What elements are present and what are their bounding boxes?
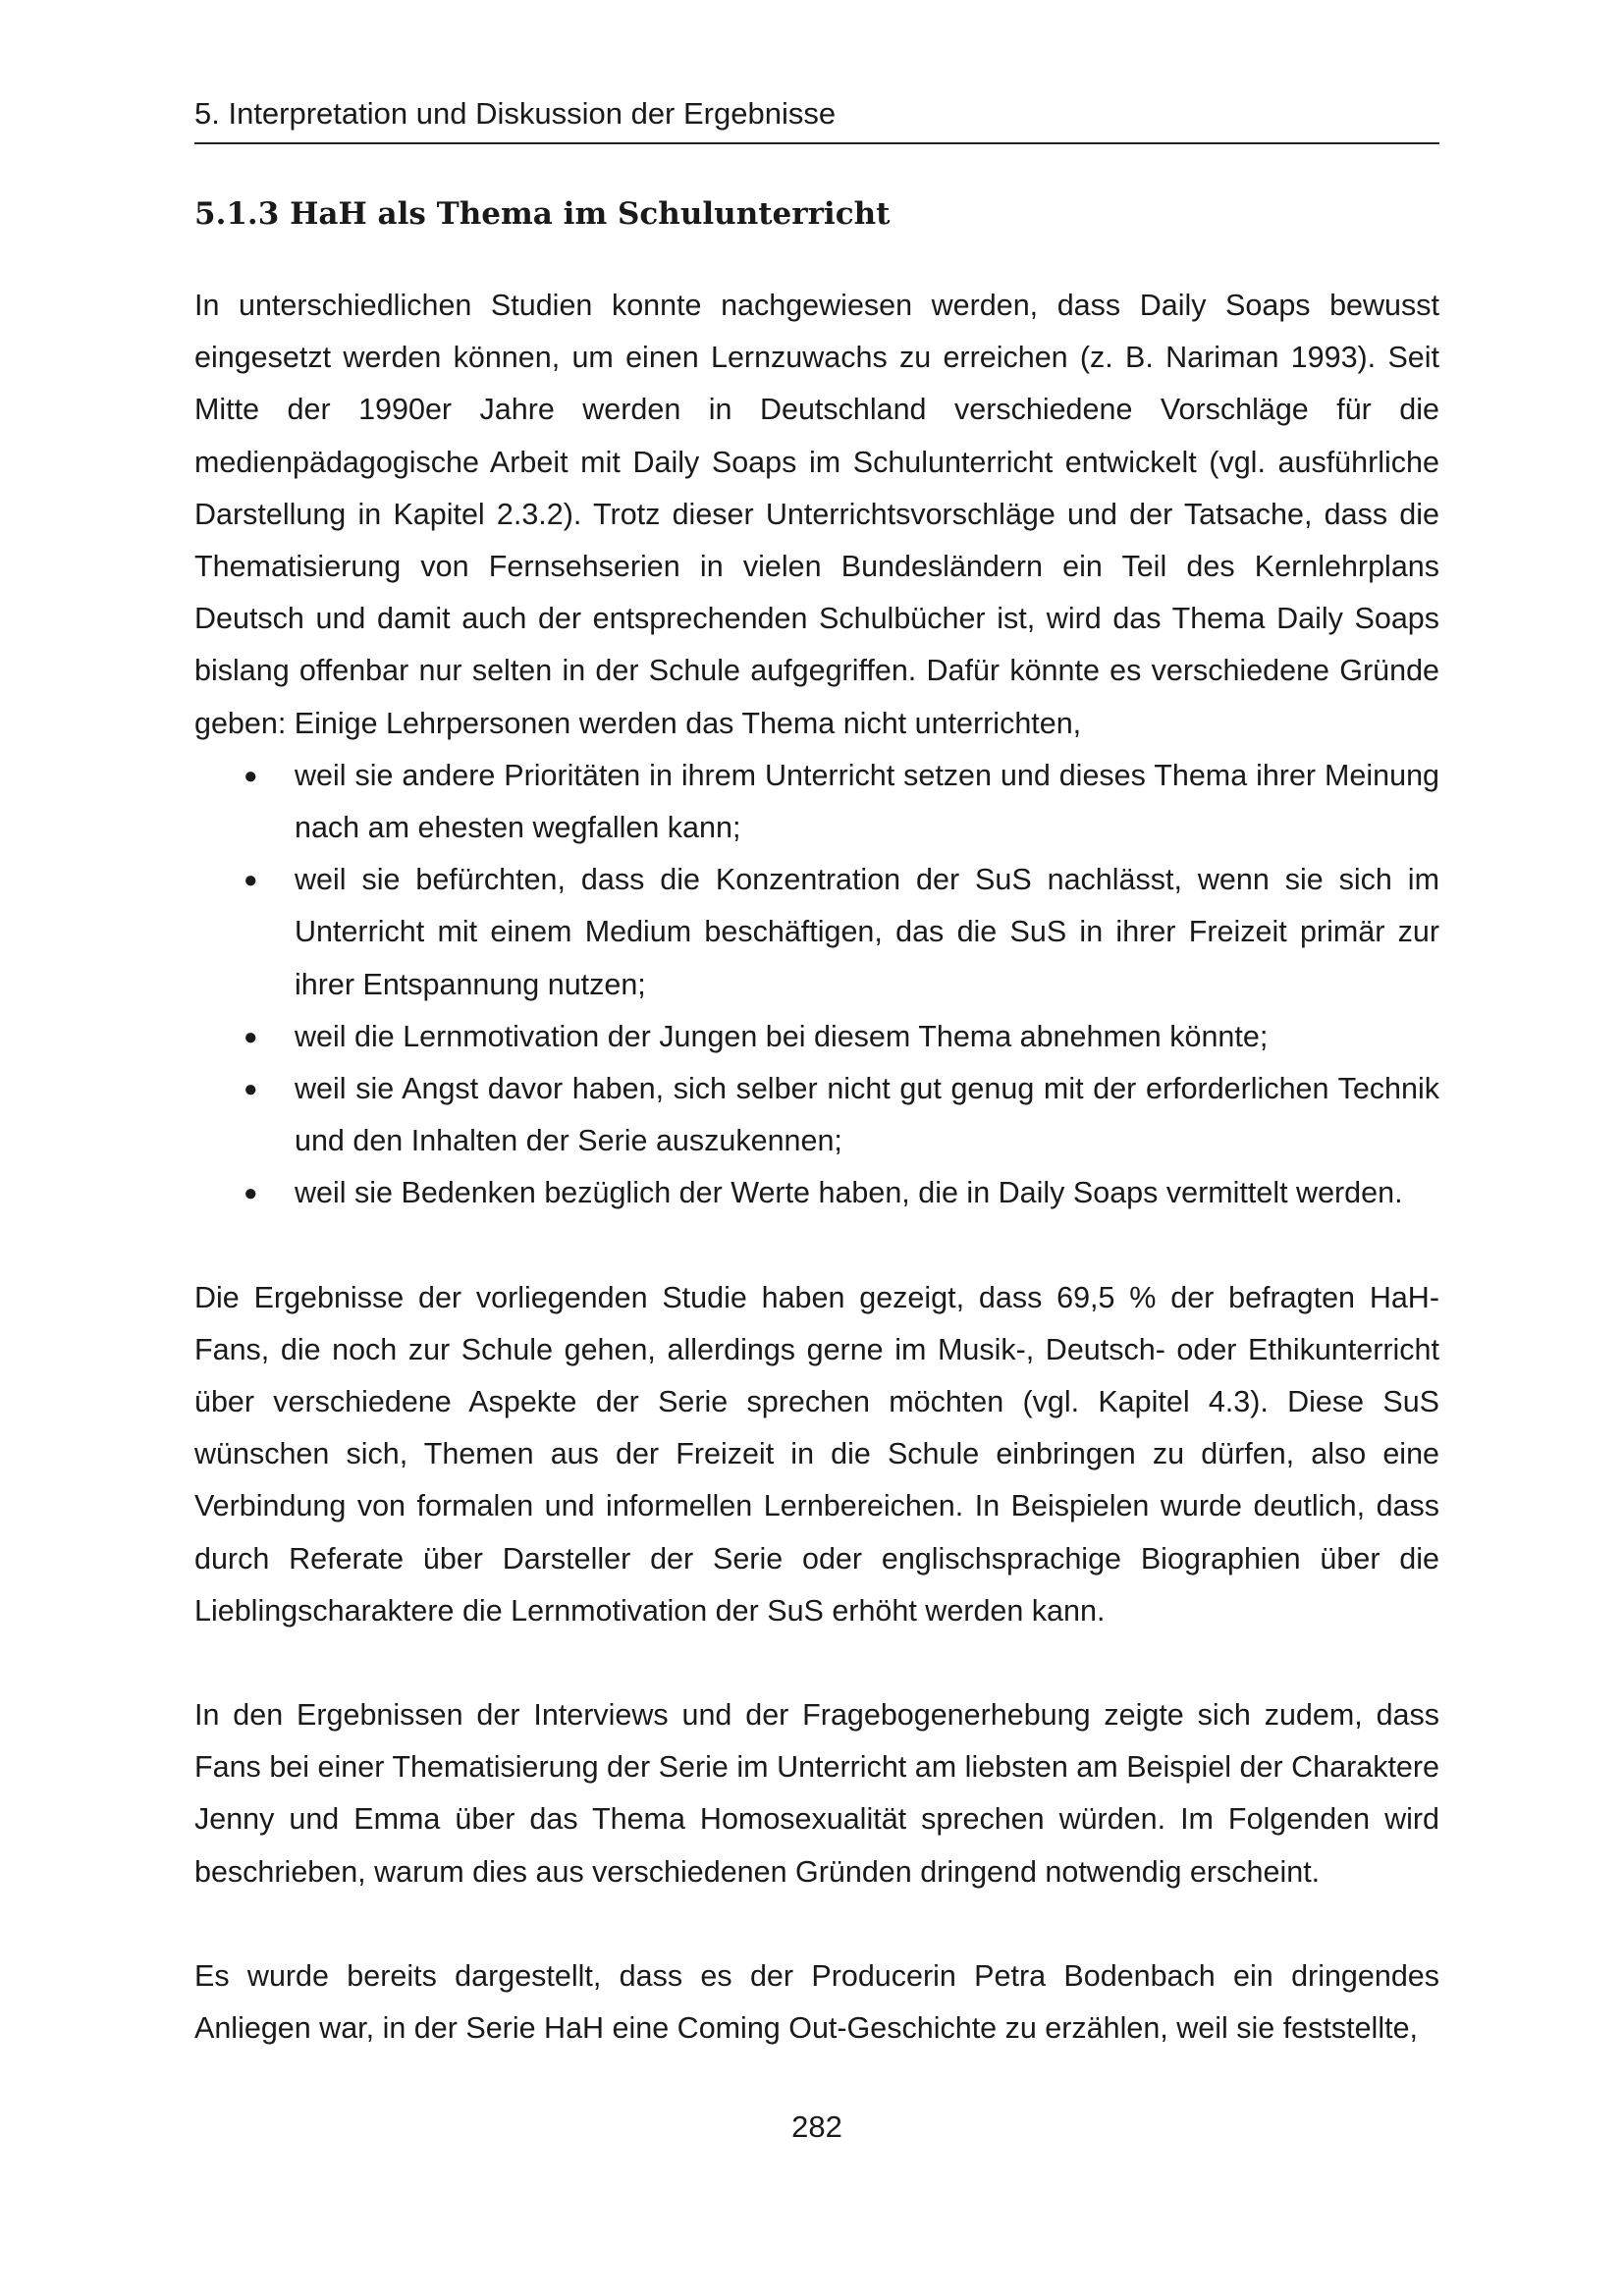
reasons-list [194,750,1439,1220]
list-item [194,1011,1439,1063]
document-page [194,0,1439,2296]
bullet-icon: ● [244,1023,258,1050]
list-item-text: weil sie andere Prioritäten in ihrem Unterricht setzen und dieses Thema ihrer Meinung nach am ehesten wegfallen kann; [295,758,1439,845]
list-item-text: weil sie Angst davor haben, sich selber nicht gut genug mit der erforderlichen Technik und den Inhalten der Serie auszukennen; [295,1072,1439,1158]
list-item [194,750,1439,854]
paragraph-study-results: Die Ergebnisse der vorliegenden Studie haben gezeigt, dass 69,5 % der befragten HaH-Fans, die noch zur Schule gehen, allerdings gerne im Musik-, Deutsch- oder Ethikunterricht über verschiedene Aspekte der Serie sprechen möchten (vgl. Kapitel 4.3). Diese SuS wünschen sich, Themen aus der Freizeit in die Schule einbringen zu dürfen, also eine Verbindung von formalen und informellen Lernbereichen. In Beispielen wurde deutlich, dass durch Referate über Darsteller der Serie oder englischsprachige Biographien über die Lieblingscharaktere die Lernmotivation der SuS erhöht werden kann. [194,1280,1439,1628]
page-number: 282 [791,2109,842,2144]
list-item [194,1063,1439,1167]
header-rule [194,142,1439,144]
list-item [194,854,1439,1011]
list-item-text: weil die Lernmotivation der Jungen bei diesem Thema abnehmen könnte; [295,1019,1269,1053]
list-item-text: weil sie Bedenken bezüglich der Werte haben, die in Daily Soaps vermittelt werden. [295,1176,1403,1210]
paragraph-intro: In unterschiedlichen Studien konnte nachgewiesen werden, dass Daily Soaps bewusst eingesetzt werden können, um einen Lernzuwachs zu erreichen (z. B. Nariman 1993). Seit Mitte der 1990er Jahre werden in Deutschland verschiedene Vorschläge für die medienpädagogische Arbeit mit Daily Soaps im Schulunterricht entwickelt (vgl. ausführliche Darstellung in Kapitel 2.3.2). Trotz dieser Unterrichtsvorschläge und der Tatsache, dass die Thematisierung von Fernsehserien in vielen Bundesländern ein Teil des Kernlehrplans Deutsch und damit auch der entsprechenden Schulbücher ist, wird das Thema Daily Soaps bislang offenbar nur selten in der Schule aufgegriffen. Dafür könnte es verschiedene Gründe geben: Einige Lehrpersonen werden das Thema nicht unterrichten, [194,289,1439,740]
bullet-icon: ● [244,1180,258,1207]
bullet-icon: ● [244,1076,258,1103]
list-item [194,1167,1439,1219]
paragraph-interview-results: In den Ergebnissen der Interviews und der Fragebogenerhebung zeigte sich zudem, dass Fans bei einer Thematisierung der Serie im Unterricht am liebsten am Beispiel der Charaktere Jenny und Emma über das Thema Homosexualität sprechen würden. Im Folgenden wird beschrieben, warum dies aus verschiedenen Gründen dringend notwendig erscheint. [194,1698,1439,1889]
bullet-icon: ● [244,867,258,894]
section-heading: 5.1.3 HaH als Thema im Schulunterricht [194,196,891,232]
bullet-icon: ● [244,762,258,789]
paragraph-producer: Es wurde bereits dargestellt, dass es der Producerin Petra Bodenbach ein dringendes Anliegen war, in der Serie HaH eine Coming Out-Geschichte zu erzählen, weil sie feststellte, [194,1958,1439,2046]
body-text [194,280,1439,2055]
list-item-text: weil sie befürchten, dass die Konzentration der SuS nachlässt, wenn sie sich im Unterricht mit einem Medium beschäftigen, das die SuS in ihrer Freizeit primär zur ihrer Entspannung nutzen; [295,863,1439,1001]
running-header: 5. Interpretation und Diskussion der Ergebnisse [194,96,837,131]
